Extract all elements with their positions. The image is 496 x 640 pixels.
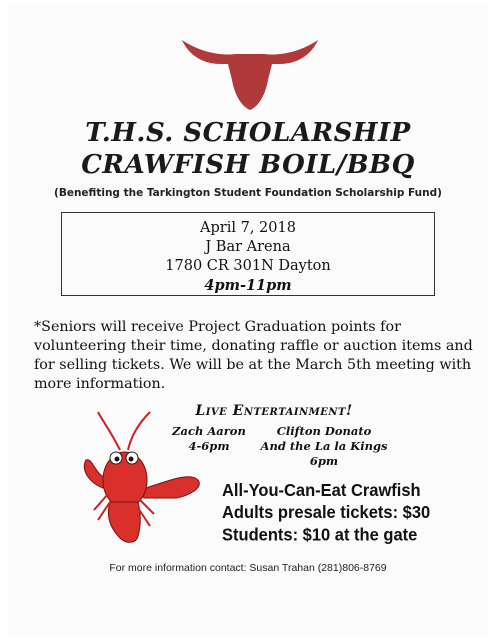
performer-2 [254,424,394,469]
entertainment-heading: Live Entertainment! [195,403,353,419]
offer-line-1: All-You-Can-Eat Crawfish [222,481,421,501]
performer-1-name: Zach Aaron [172,424,246,438]
seniors-notice: *Seniors will receive Project Graduation points for volunteering their time, donating raffle or auction items and for selling tickets. We will be at the March 5th meeting with more information. [34,319,473,392]
event-address: 1780 CR 301N Dayton [165,258,331,274]
event-info-box [61,212,435,296]
event-venue: J Bar Arena [205,239,291,255]
performer-1 [164,424,254,454]
contact-info: For more information contact: Susan Trahan (281)806-8769 [109,562,387,574]
subtitle: (Benefiting the Tarkington Student Foundation Scholarship Fund) [54,187,442,199]
title-line-2: CRAWFISH BOIL/BBQ [81,150,415,180]
performer-2-band: And the La la Kings [260,439,388,453]
performer-1-time: 4-6pm [188,439,230,453]
performer-2-name: Clifton Donato [276,424,372,438]
offer-line-2: Adults presale tickets: $30 [222,503,431,523]
offer-line-3: Students: $10 at the gate [222,525,418,545]
event-date: April 7, 2018 [200,220,296,236]
title-line-1: T.H.S. SCHOLARSHIP [85,118,411,148]
ticket-offers [222,480,482,546]
performer-2-time: 6pm [309,454,339,468]
event-time: 4pm-11pm [204,277,292,294]
longhorn-icon [180,34,320,114]
